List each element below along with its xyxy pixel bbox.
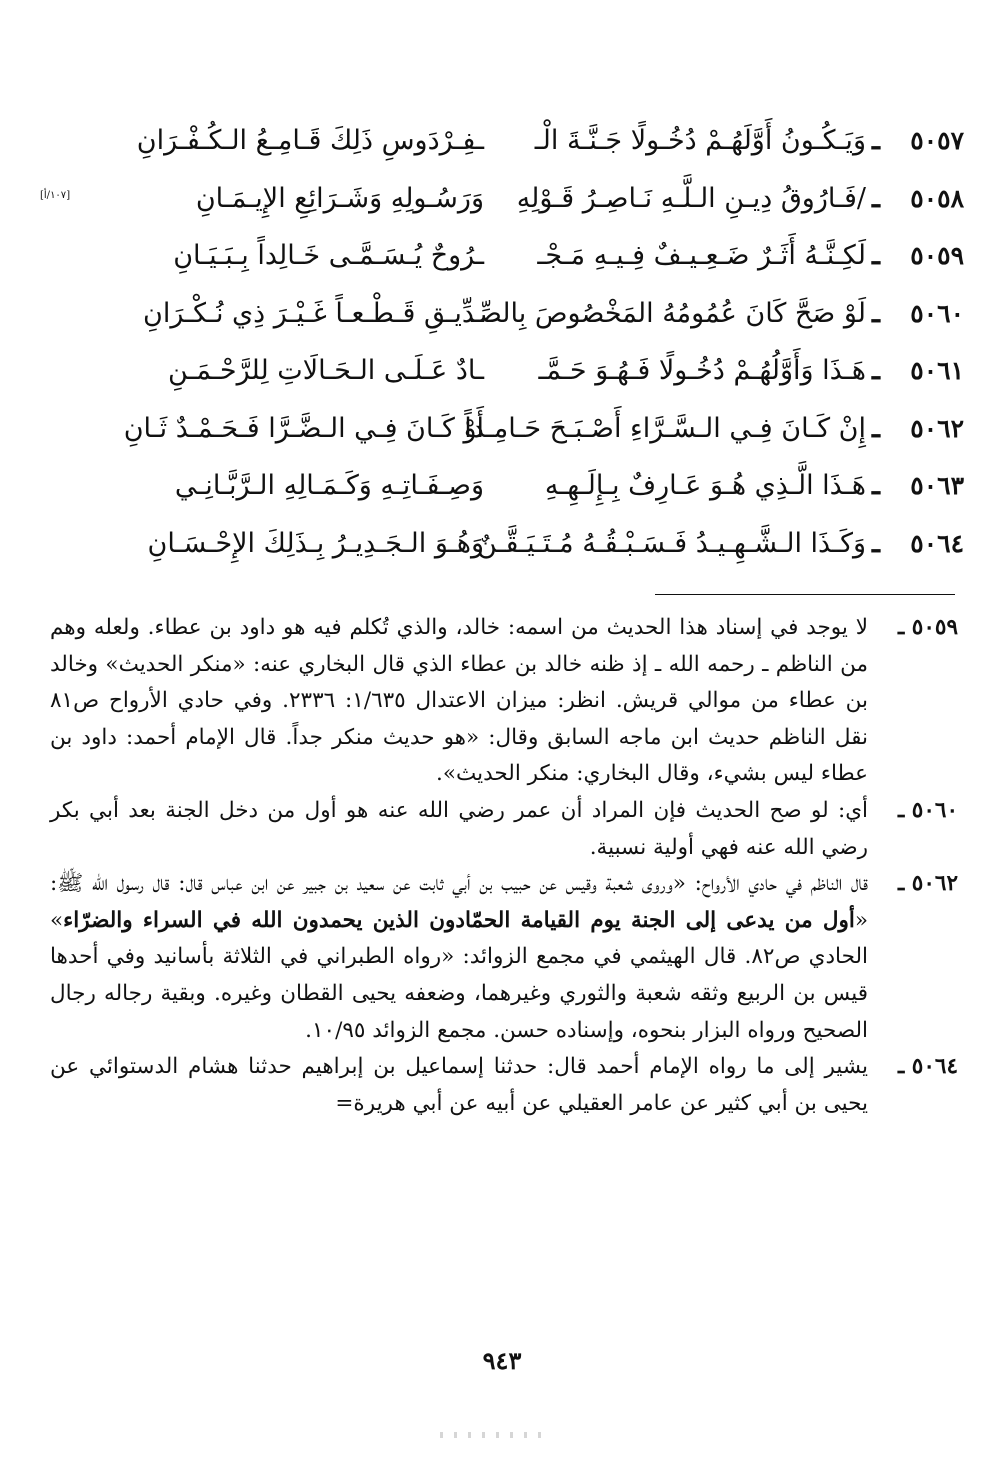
footnote	[50, 610, 958, 793]
scan-smudge	[440, 1432, 550, 1438]
verse-number: ٥٠٥٨	[910, 183, 964, 213]
manuscript-folio-ref: [١٠٧/أ]	[40, 190, 71, 201]
verse-second-hemistich: ـادٌ عَـلَـى الـحَـالَاتِ لِلرَّحْـمَـنِ	[167, 355, 484, 387]
verse-second-hemistich: ـفِـرْدَوسِ ذَلِكَ قَـامِـعُ الـكُـفْـرَانِ	[136, 125, 484, 157]
footnote-text: لا يوجد في إسناد هذا الحديث من اسمه: خالد، والذي تُكلم فيه هو داود بن عطاء. ولعله وهم من الناظم ـ رحمه الله ـ إذ ظنه خالد بن عطاء الذي قال البخاري عنه: «منكر الحديث» وخالد بن عطاء من موالي قريش. انظر: ميزان الاعتدال ١/٦٣٥: ٢٣٣٦. وفي حادي الأرواح ص٨١ نقل الناظم حديث ابن ماجه السابق وقال: «هو حديث منكر جداً. قال الإمام أحمد: داود بن عطاء ليس بشيء، وقال البخاري: منكر الحديث».	[50, 615, 869, 787]
verse-line: ٥٠٦٠ ـ لَوْ صَحَّ كَانَ عُمُومُهُ المَخْصُوصَ بِالصِّـ ـدِّيـقِ قَـطْـعـاً غَـيْـرَ ذِي نُـكْـرَانِ	[44, 285, 964, 343]
verse-number: ٥٠٦٤	[910, 528, 964, 558]
verse-second-hemistich: ـدِّيـقِ قَـطْـعـاً غَـيْـرَ ذِي نُـكْـرَانِ	[142, 297, 484, 329]
footnote-text: أي: لو صح الحديث فإن المراد أن عمر رضي الله عنه هو أول من دخل الجنة بعد أبي بكر رضي الله عنه فهي أولية نسبية.	[50, 797, 868, 860]
verse-first-hemistich: إِنْ كَـانَ فِـي الـسَّـرَّاءِ أَصْـبَـحَ حَـامِـداً	[464, 412, 866, 444]
footnote-separator	[655, 594, 955, 595]
verse-first-hemistich: وَيَـكُـونُ أَوَّلَهُـمْ دُخُـولًا جَـنَّـةَ الْـ	[534, 125, 866, 157]
verse-line: ٥٠٦٣ ـ هَـذَا الَّـذِي هُـوَ عَـارِفٌ بِـإِلَـهِـهِ وَصِـفَـاتِـهِ وَكَـمَـالِهِ الـرَّبَّـانِـي	[44, 457, 964, 515]
verse-number: ٥٠٦٠	[910, 298, 964, 328]
verse-line: ٥٠٥٧ ـ وَيَـكُـونُ أَوَّلَهُـمْ دُخُـولًا جَـنَّـةَ الْـ ـفِـرْدَوسِ ذَلِكَ قَـامِـعُ الـكُـفْـرَانِ	[44, 112, 964, 170]
hadith-quote: أول من يدعى إلى الجنة يوم القيامة الحمّادون الذين يحمدون الله في السراء والضرّاء	[63, 907, 855, 933]
verse-first-hemistich: لَوْ صَحَّ كَانَ عُمُومُهُ المَخْصُوصَ بِالصِّـ	[470, 297, 866, 329]
verse-second-hemistich: وَرَسُـولِهِ وَشَـرَائِعِ الإِيـمَـانِ	[195, 182, 484, 214]
page-number: ٩٤٣	[482, 1346, 522, 1375]
verse-second-hemistich: وَهُـوَ الـجَـدِيـرُ بِـذَلِكَ الإِحْـسَـانِ	[147, 527, 484, 559]
verse-first-hemistich: هَـذَا وَأَوَّلُهُـمْ دُخُـولًا فَـهُـوَ حَـمَّـ	[538, 355, 866, 387]
verse-number: ٥٠٦٣	[910, 471, 964, 501]
footnote	[50, 1049, 958, 1122]
footnote-number: ٥٠٦٠ ـ	[898, 797, 958, 823]
verse-second-hemistich: أَوْ كَـانَ فِـي الـضَّـرَّا فَـحَـمْـدٌ ثَـانِ	[123, 412, 484, 444]
verse-number: ٥٠٥٩	[910, 241, 964, 271]
poem-verses	[44, 112, 964, 572]
verse-second-hemistich: وَصِـفَـاتِـهِ وَكَـمَـالِهِ الـرَّبَّـانِـي	[174, 470, 484, 502]
footnote-text: قال الناظم في حادي الأرواح: «وروى شعبة وقيس عن حبيب بن أبي ثابت عن سعيد بن جبير عن ابن عباس قال: قال رسول الله ﷺ: «أول من يدعى إلى الجنة يوم القيامة الحمّادون الذين يحمدون الله في السراء والضرّاء» الحادي ص٨٢. قال الهيثمي في مجمع الزوائد: «رواه الطبراني في الثلاثة بأسانيد وفي أحدها قيس بن الربيع وثقه شعبة والثوري وغيرهما، وضعفه يحيى القطان وغيره. وبقية رجاله رجال الصحيح ورواه البزار بنحوه، وإسناده حسن. مجمع الزوائد ١٠/٩٥.	[50, 871, 869, 1043]
verse-line: ٥٠٥٨ ـ /فَـارُوقُ دِيـنِ الـلَّـهِ نَـاصِـرُ قَـوْلِهِ وَرَسُـولِهِ وَشَـرَائِعِ الإِيـمَـانِ	[44, 170, 964, 228]
footnote-text: يشير إلى ما رواه الإمام أحمد قال: حدثنا إسماعيل بن إبراهيم حدثنا هشام الدستوائي عن يحيى بن أبي كثير عن عامر العقيلي عن أبيه عن أبي هريرة=	[50, 1054, 868, 1116]
verse-line: ٥٠٦٢ ـ إِنْ كَـانَ فِـي الـسَّـرَّاءِ أَصْـبَـحَ حَـامِـداً أَوْ كَـانَ فِـي الـضَّـرَّا فَـحَـمْـدٌ ثَـانِ	[44, 400, 964, 458]
footnotes	[50, 610, 958, 1122]
verse-first-hemistich: /فَـارُوقُ دِيـنِ الـلَّـهِ نَـاصِـرُ قَـوْلِهِ	[516, 182, 866, 214]
footnote-number: ٥٠٦٢ ـ	[898, 871, 958, 897]
footnote-number: ٥٠٥٩ ـ	[898, 615, 958, 640]
verse-first-hemistich: هَـذَا الَّـذِي هُـوَ عَـارِفٌ بِـإِلَـهِـهِ	[544, 470, 866, 502]
footnote-number: ٥٠٦٤ ـ	[898, 1054, 958, 1080]
verse-line: ٥٠٥٩ ـ لَكِـنَّـهُ أَثَـرٌ ضَـعِـيـفٌ فِـيـهِ مَـجْـ ـرُوحٌ يُـسَـمَّـى خَـالِداً بِـبَـيَـانِ	[44, 227, 964, 285]
footnote	[50, 866, 958, 1049]
verse-number: ٥٠٥٧	[910, 126, 964, 156]
verse-second-hemistich: ـرُوحٌ يُـسَـمَّـى خَـالِداً بِـبَـيَـانِ	[173, 240, 484, 272]
verse-first-hemistich: وَكَـذَا الـشَّـهِـيـدُ فَـسَـبْـقُـهُ مُـتَـيَـقَّـنٌ	[477, 527, 866, 559]
footnote	[50, 793, 958, 866]
verse-number: ٥٠٦٢	[910, 413, 964, 443]
verse-number: ٥٠٦١	[910, 356, 964, 386]
verse-line: ٥٠٦١ ـ هَـذَا وَأَوَّلُهُـمْ دُخُـولًا فَـهُـوَ حَـمَّـ ـادٌ عَـلَـى الـحَـالَاتِ لِلرَّحْـمَـنِ	[44, 342, 964, 400]
verse-line: ٥٠٦٤ ـ وَكَـذَا الـشَّـهِـيـدُ فَـسَـبْـقُـهُ مُـتَـيَـقَّـنٌ وَهُـوَ الـجَـدِيـرُ بِـذَلِكَ الإِحْـسَـانِ	[44, 515, 964, 573]
verse-first-hemistich: لَكِـنَّـهُ أَثَـرٌ ضَـعِـيـفٌ فِـيـهِ مَـجْـ	[537, 240, 866, 272]
